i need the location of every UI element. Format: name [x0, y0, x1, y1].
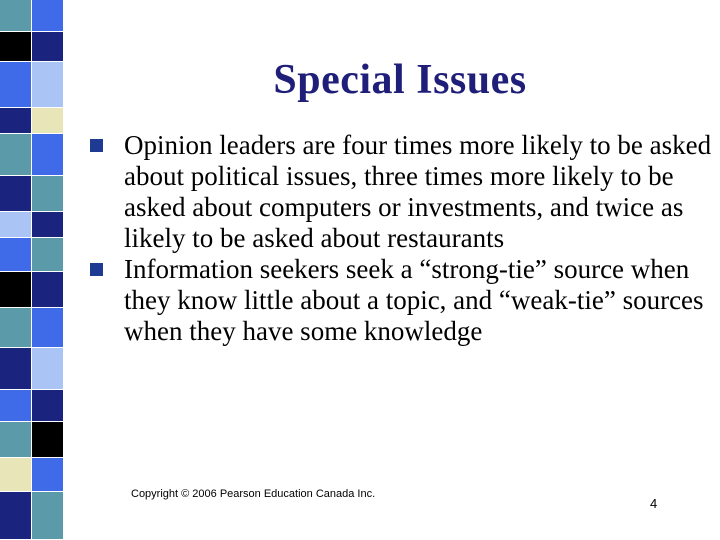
square-bullet-icon — [90, 263, 103, 276]
stripe-block — [32, 176, 64, 212]
bullet-list — [88, 130, 713, 347]
stripe-block — [32, 0, 64, 32]
stripe-block — [0, 272, 32, 308]
bullet-text: Opinion leaders are four times more likely to be asked about political issues, three times more likely to be asked about computers or investments, and twice as likely to be asked about restaurants — [124, 130, 712, 253]
stripe-block — [0, 108, 32, 134]
stripe-block — [32, 348, 64, 390]
stripe-block — [0, 176, 32, 212]
slide-title: Special Issues — [273, 57, 527, 103]
stripe-block — [0, 308, 32, 348]
stripe-block — [0, 390, 32, 422]
stripe-block — [0, 0, 32, 32]
stripe-block — [32, 458, 64, 492]
stripe-block — [0, 458, 32, 492]
stripe-block — [32, 308, 64, 348]
stripe-block — [32, 212, 64, 238]
stripe-block — [32, 134, 64, 176]
page-number: 4 — [650, 496, 658, 511]
stripe-block — [0, 238, 32, 272]
bullet-text: Information seekers seek a “strong-tie” source when they know little about a topic, and “weak-tie” sources when they have some knowledge — [124, 254, 704, 346]
copyright-footer: Copyright © 2006 Pearson Education Canada Inc. — [131, 488, 376, 500]
stripe-block — [0, 348, 32, 390]
stripe-block — [32, 272, 64, 308]
stripe-block — [32, 108, 64, 134]
stripe-block — [0, 212, 32, 238]
stripe-block — [32, 238, 64, 272]
stripe-block — [32, 492, 64, 540]
bullet-item — [88, 130, 713, 254]
bullet-item — [88, 254, 713, 347]
stripe-block — [32, 390, 64, 422]
stripe-block — [0, 422, 32, 458]
square-bullet-icon — [90, 139, 103, 152]
stripe-block — [32, 422, 64, 458]
stripe-block — [0, 492, 32, 540]
stripe-block — [0, 134, 32, 176]
